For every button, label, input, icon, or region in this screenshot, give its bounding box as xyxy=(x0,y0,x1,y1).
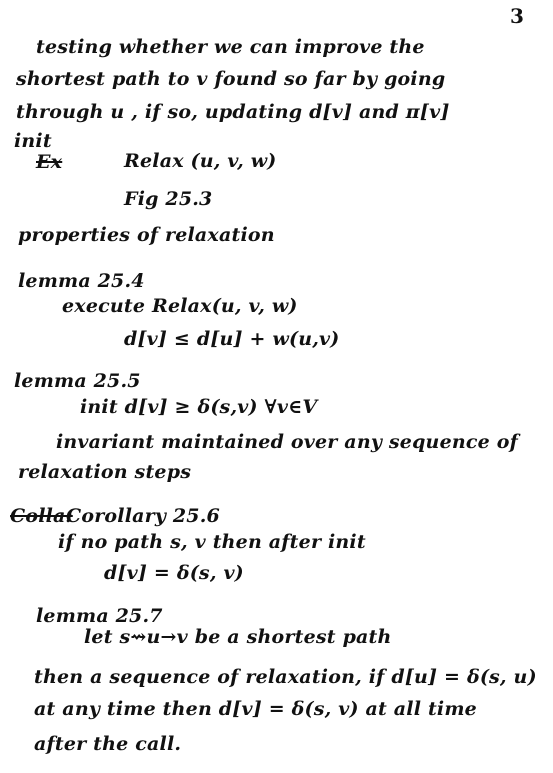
note-line: lemma 25.4 xyxy=(18,270,145,292)
note-line: d[v] = δ(s, v) xyxy=(104,562,244,584)
note-line: through u , if so, updating d[v] and π[v] xyxy=(16,101,450,123)
note-line: execute Relax(u, v, w) xyxy=(62,295,298,317)
note-line: Colla: xyxy=(10,505,73,527)
page-number: 3 xyxy=(510,4,525,28)
note-line: then a sequence of relaxation, if d[u] = δ(s, u) xyxy=(34,666,537,688)
note-line: lemma 25.5 xyxy=(14,370,141,392)
note-line: init d[v] ≥ δ(s,v) ∀v∈V xyxy=(80,396,318,418)
note-line: Relax (u, v, w) xyxy=(124,150,277,172)
note-line: let s⇝u→v be a shortest path xyxy=(84,626,392,648)
note-line: relaxation steps xyxy=(18,461,192,483)
note-line: Corollary 25.6 xyxy=(66,505,220,527)
note-line: if no path s, v then after init xyxy=(58,531,366,553)
note-line: invariant maintained over any sequence of xyxy=(56,431,518,453)
note-line: testing whether we can improve the xyxy=(36,36,425,58)
note-line: lemma 25.7 xyxy=(36,605,163,627)
note-line: after the call. xyxy=(34,733,182,755)
note-line: Ex xyxy=(36,151,63,173)
note-line: properties of relaxation xyxy=(18,224,275,246)
note-line: Fig 25.3 xyxy=(124,188,213,210)
note-line: init xyxy=(14,130,52,152)
note-line: shortest path to v found so far by going xyxy=(16,68,446,90)
note-line: d[v] ≤ d[u] + w(u,v) xyxy=(124,328,340,350)
note-line: at any time then d[v] = δ(s, v) at all time xyxy=(34,698,477,720)
